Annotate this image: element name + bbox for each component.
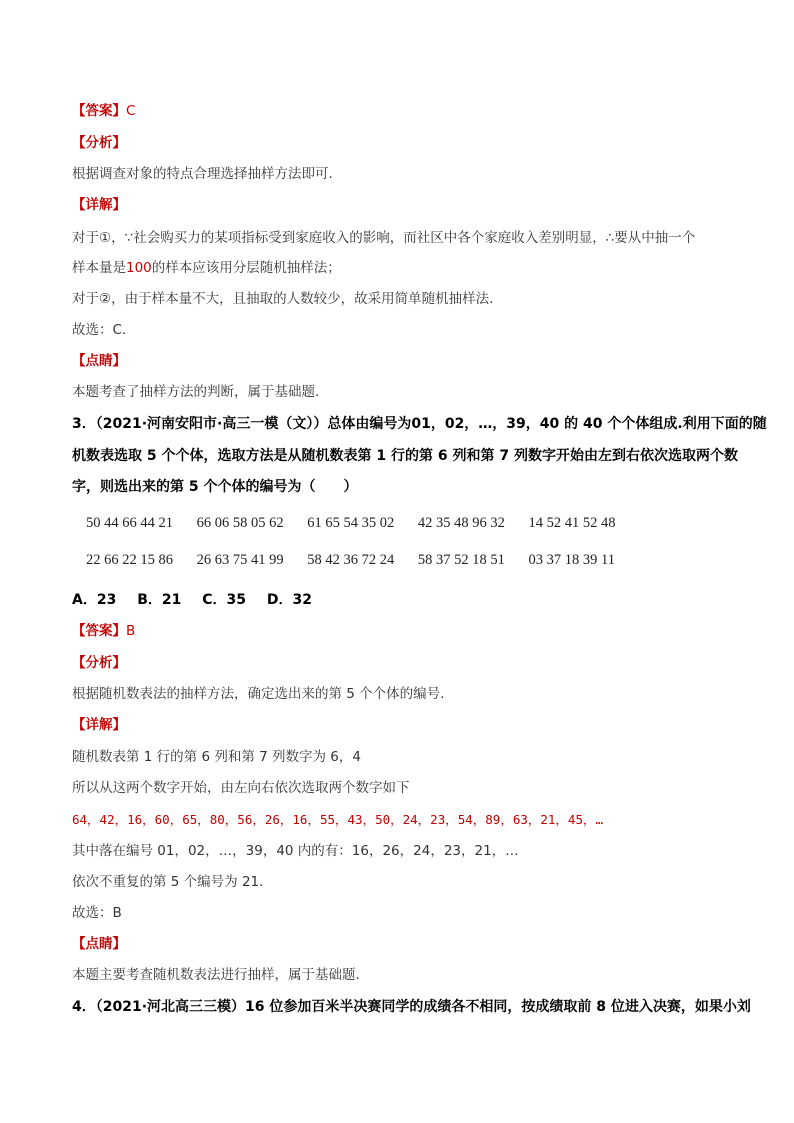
random-group: 58 37 52 18 51 xyxy=(417,552,505,568)
detail-line: 其中落在编号 01，02，…，39，40 内的有：16，26，24，23，21，… xyxy=(72,843,519,859)
comment-heading xyxy=(72,934,754,954)
detail-line: 对于①，∵社会购买力的某项指标受到家庭收入的影响，而社区中各个家庭收入差别明显，∴要从中抽一个 xyxy=(72,230,696,246)
comment-tag: 【点睛】 xyxy=(72,353,126,369)
analysis-tag: 【分析】 xyxy=(72,135,126,151)
choose-line: 故选：C. xyxy=(72,322,127,338)
detail-line xyxy=(72,258,754,278)
number-sequence: 64，42，16，60，65，80，56，26，16，55，43，50，24，23，54，89，63，21，45，… xyxy=(72,812,604,827)
comment-text: 本题主要考查随机数表法进行抽样，属于基础题. xyxy=(72,967,360,983)
options-row xyxy=(72,590,754,610)
random-group: 14 52 41 52 48 xyxy=(528,515,616,531)
random-group: 66 06 58 05 62 xyxy=(196,515,284,531)
random-group: 58 42 36 72 24 xyxy=(307,552,395,568)
detail-text: 样本量是 xyxy=(72,260,126,276)
option-d: D．32 xyxy=(266,592,312,608)
detail-heading xyxy=(72,195,754,215)
random-table-row-2 xyxy=(86,552,635,569)
option-a: A．23 xyxy=(72,592,117,608)
option-c: C．35 xyxy=(202,592,246,608)
analysis-tag: 【分析】 xyxy=(72,655,126,671)
answer-row xyxy=(72,621,754,641)
option-b: B．21 xyxy=(137,592,182,608)
random-group: 61 65 54 35 02 xyxy=(307,515,395,531)
detail-heading xyxy=(72,715,754,735)
answer-tag: 【答案】 xyxy=(72,623,126,639)
analysis-heading xyxy=(72,653,754,673)
detail-text: 的样本应该用分层随机抽样法； xyxy=(151,260,341,276)
question-line: 4．（2021·河北高三三模）16 位参加百米半决赛同学的成绩各不相同，按成绩取前 8 位进入决赛，如果小刘 xyxy=(72,999,751,1015)
random-group: 50 44 66 44 21 xyxy=(86,515,173,531)
choose-line: 故选：B xyxy=(72,905,122,921)
answer-value: B xyxy=(126,623,136,639)
analysis-heading xyxy=(72,133,754,153)
random-group: 22 66 22 15 86 xyxy=(86,552,173,568)
random-group: 03 37 18 39 11 xyxy=(528,552,615,568)
analysis-text: 根据调查对象的特点合理选择抽样方法即可. xyxy=(72,166,333,182)
random-table-row-1 xyxy=(86,515,636,532)
detail-line: 对于②，由于样本量不大，且抽取的人数较少，故采用简单随机抽样法. xyxy=(72,291,494,307)
answer-tag: 【答案】 xyxy=(72,103,126,119)
comment-heading xyxy=(72,351,754,371)
question-line: 字，则选出来的第 5 个个体的编号为（ ） xyxy=(72,479,358,495)
detail-tag: 【详解】 xyxy=(72,717,126,733)
comment-text: 本题考查了抽样方法的判断，属于基础题. xyxy=(72,384,320,400)
detail-line: 依次不重复的第 5 个编号为 21. xyxy=(72,874,264,890)
comment-tag: 【点睛】 xyxy=(72,936,126,952)
detail-line: 随机数表第 1 行的第 6 列和第 7 列数字为 6，4 xyxy=(72,749,361,765)
detail-tag: 【详解】 xyxy=(72,197,126,213)
answer-row xyxy=(72,101,754,121)
answer-value: C xyxy=(126,103,136,119)
question-line: 机数表选取 5 个个体，选取方法是从随机数表第 1 行的第 6 列和第 7 列数字开始由左到右依次选取两个数 xyxy=(72,448,738,464)
random-group: 42 35 48 96 32 xyxy=(417,515,505,531)
detail-line: 所以从这两个数字开始，由左向右依次选取两个数字如下 xyxy=(72,780,410,796)
question-line: 3．（2021·河南安阳市·高三一模（文））总体由编号为01，02，…，39，40 的 40 个个体组成.利用下面的随 xyxy=(72,416,767,432)
analysis-text: 根据随机数表法的抽样方法，确定选出来的第 5 个个体的编号. xyxy=(72,686,445,702)
random-group: 26 63 75 41 99 xyxy=(196,552,284,568)
detail-number: 100 xyxy=(126,260,152,276)
